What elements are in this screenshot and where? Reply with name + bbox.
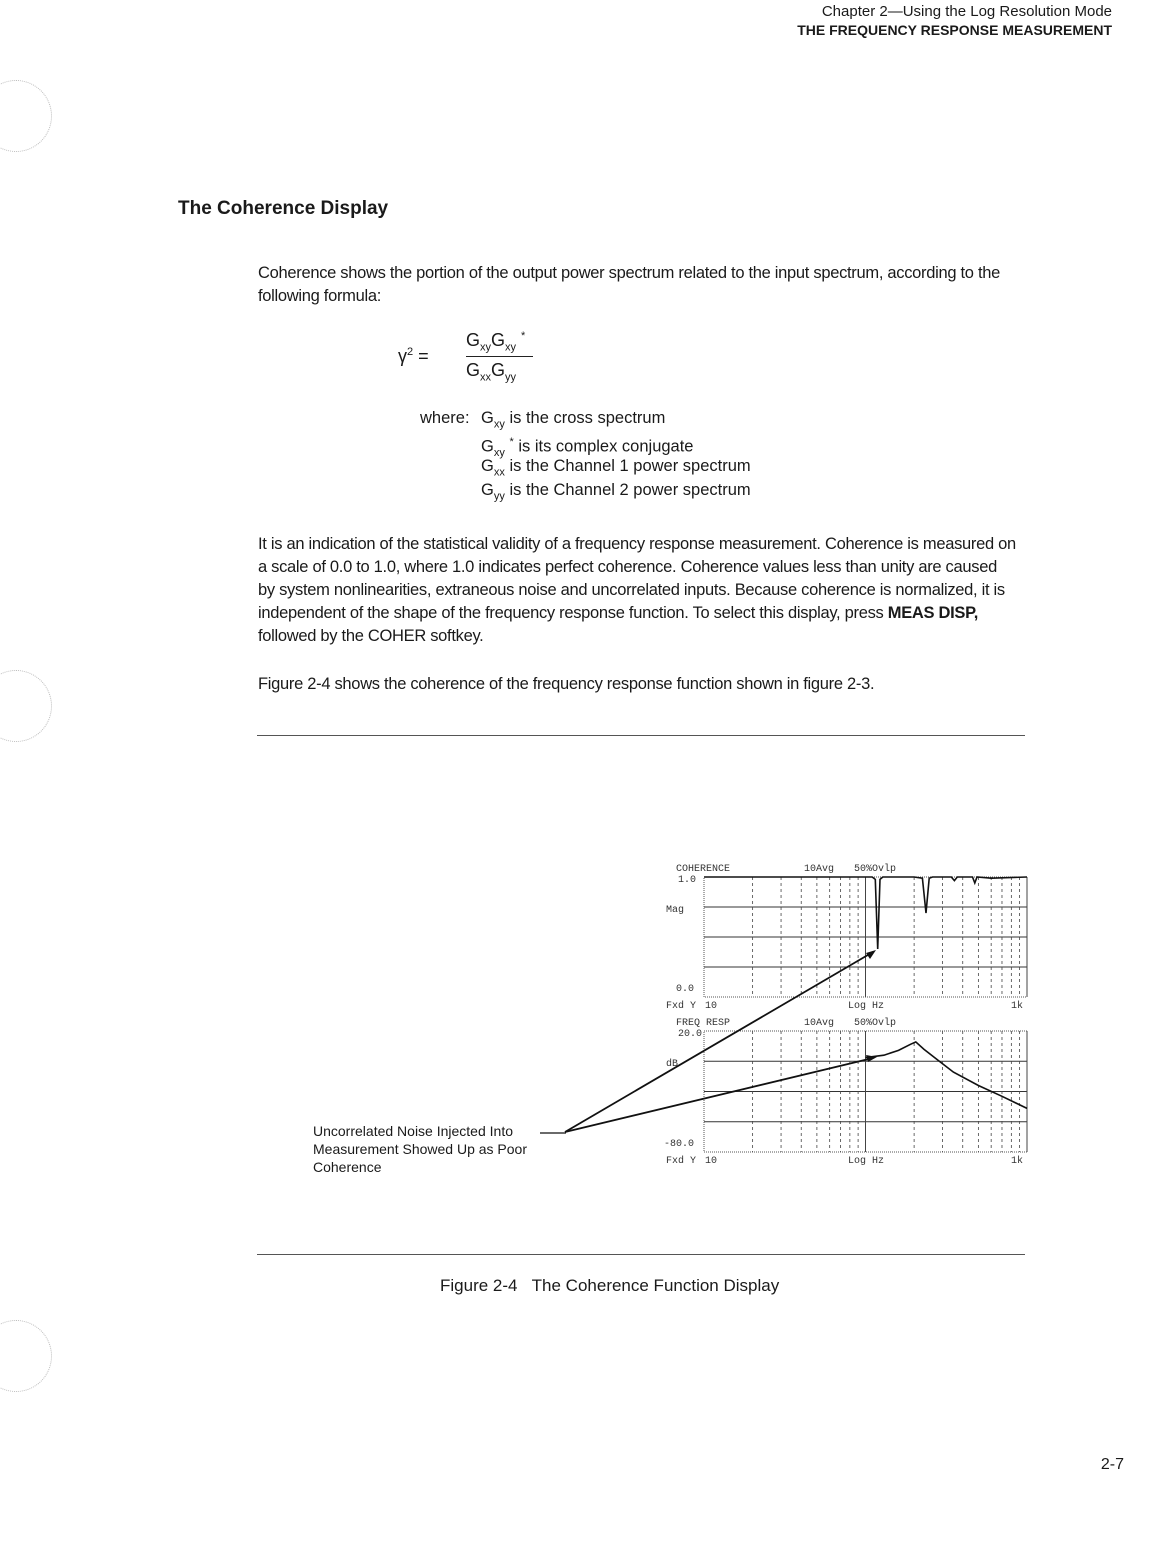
callout-arrows — [540, 950, 877, 1133]
page-number: 2-7 — [1100, 1456, 1124, 1473]
x-end-label: 1k — [1011, 1156, 1024, 1167]
arrow-to-freq-resp — [565, 1058, 873, 1132]
numerator: $G_{xy}G_{xy}$ * — [466, 330, 533, 357]
x-end-label: 1k — [1011, 1001, 1024, 1012]
denominator: $G_{xx}G_{yy}$ — [466, 360, 517, 384]
section-heading: The Coherence Display — [178, 198, 389, 219]
overlap-label: 50%Ovlp — [854, 864, 897, 875]
where-item: $G_{xy}$ * is its complex conjugate — [481, 436, 694, 459]
arrow-head — [866, 950, 876, 959]
x-unit-label: Log Hz — [848, 1001, 885, 1012]
header-chapter: Chapter 2—Using the Log Resolution Mode — [821, 3, 1112, 20]
average-count: 10Avg — [804, 864, 835, 875]
x-scale-label: Fxd Y — [666, 1001, 697, 1012]
x-unit-label: Log Hz — [848, 1156, 885, 1167]
description-paragraph: It is an indication of the statistical validity of a frequency response measurement. Coherence is measured on a scale of 0.0 to 1.0, where 1.0 indicates perfect coherence. Coherence values less than unity are caused by system nonlinearities, extraneous noise and uncorrelated inputs. Because coherence is normalized, it is independent of the shape of the frequency response function. To select this display, press MEAS DISP, followed by the COHER softkey. — [258, 535, 1016, 645]
average-count: 10Avg — [804, 1018, 835, 1029]
overlap-label: 50%Ovlp — [854, 1018, 897, 1029]
where-item: $G_{yy}$ is the Channel 2 power spectrum — [481, 481, 751, 503]
header-section: THE FREQUENCY RESPONSE MEASUREMENT — [797, 22, 1112, 38]
where-item: $G_{xy}$ is the cross spectrum — [481, 409, 666, 431]
y-bottom-label: 0.0 — [676, 984, 695, 995]
arrow-to-coherence-dip — [565, 952, 873, 1132]
y-unit-label: Mag — [666, 905, 685, 916]
meas-disp-key: MEAS DISP, — [887, 604, 978, 622]
where-label: where: — [420, 409, 470, 427]
frequency-response-trace — [866, 1042, 1028, 1109]
intro-paragraph: Coherence shows the portion of the output power spectrum related to the input spectrum, according to the following formula: — [258, 264, 1000, 305]
plot-title: FREQ RESP — [676, 1018, 731, 1029]
x-scale-label: Fxd Y — [666, 1156, 697, 1167]
y-bottom-label: -80.0 — [664, 1139, 695, 1150]
y-unit-label: dB — [666, 1059, 679, 1070]
equals: = — [418, 346, 429, 366]
figure-callout: Uncorrelated Noise Injected Into Measurement Showed Up as Poor Coherence — [313, 1123, 527, 1175]
exponent: 2 — [407, 346, 414, 358]
gamma: γ — [398, 346, 407, 366]
divider — [257, 1254, 1025, 1255]
x-start-label: 10 — [705, 1156, 718, 1167]
figure-caption: Figure 2-4 The Coherence Function Display — [440, 1276, 780, 1295]
y-top-label: 1.0 — [678, 875, 697, 886]
x-start-label: 10 — [705, 1001, 718, 1012]
where-item: $G_{xx}$ is the Channel 1 power spectrum — [481, 457, 751, 479]
y-top-label: 20.0 — [678, 1029, 703, 1040]
plot-title: COHERENCE — [676, 864, 731, 875]
figure-reference: Figure 2-4 shows the coherence of the frequency response function shown in figure 2-3. — [258, 675, 875, 693]
